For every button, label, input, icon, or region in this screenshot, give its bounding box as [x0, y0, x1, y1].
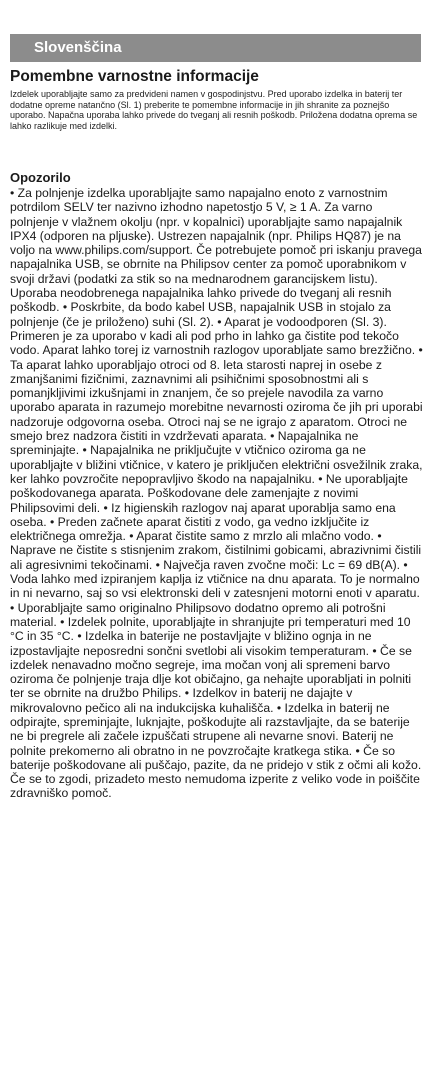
warning-heading: Opozorilo [10, 170, 71, 185]
warning-body: • Za polnjenje izdelka uporabljajte samo napajalno enoto z varnostnim potrdilom SELV ter nazivno izhodno napetostjo 5 V, ≥ 1 A. Za varno polnjenje v vlažnem okolju (npr. v kopalnici) uporabljajte samo napajalnik IPX4 (odporen na pljuske). Ustrezen napajalnik (npr. Philips HQ87) je na voljo na www.philips.com/support. Če potrebujete pomoč pri iskanju pravega napajalnika USB, se obrnite na Philipsov center za pomoč uporabnikom v svoji državi (podatki za stik so na mednarodnem garancijskem listu). Uporaba neodobrenega napajalnika lahko privede do tveganj ali resnih poškodb. • Poskrbite, da bodo kabel USB, napajalnik USB in stojalo za polnjenje (če je priloženo) suhi (Sl. 2). • Aparat je vodoodporen (Sl. 3). Primeren je za uporabo v kadi ali pod prho in lahko ga čistite pod tekočo vodo. Aparat lahko torej iz varnostnih razlogov uporabljate samo brezžično. • Ta aparat lahko uporabljajo otroci od 8. leta starosti naprej in osebe z zmanjšanimi fizičnimi, zaznavnimi ali psihičnimi sposobnostmi ali s pomanjkljivimi izkušnjami in znanjem, če so prejele navodila za varno uporabo aparata in razumejo morebitne nevarnosti oziroma če jih pri uporabi nadzoruje odgovorna oseba. Otroci naj se ne igrajo z aparatom. Otroci ne smejo brez nadzora čistiti in vzdrževati aparata. • Napajalnika ne spreminjajte. • Napajalnika ne priključujte v vtičnico oziroma ga ne uporabljajte v bližini vtičnice, v katero je priključen električni osvežilnik zraka, ker lahko povzročite nepopravljivo škodo na napajalniku. • Ne uporabljajte poškodovanega aparata. Poškodovane dele zamenjajte z novimi Philipsovimi deli. • Iz higienskih razlogov naj aparat uporablja samo ena oseba. • Preden začnete aparat čistiti z vodo, ga vedno izključite iz električnega omrežja. • Aparat čistite samo z mrzlo ali mlačno vodo. • Naprave ne čistite s stisnjenim zrakom, čistilnimi gobicami, abrazivnimi čistili ali agresivnimi tekočinami. • Največja raven zvočne moči: Lc = 69 dB(A). • Voda lahko med izpiranjem kaplja iz vtičnice na dnu aparata. To je normalno in ni nevarno, saj so vsi elektronski deli v zatesnjeni motorni enoti v aparatu. • Uporabljajte samo originalno Philipsovo dodatno opremo ali potrošni material. • Izdelek polnite, uporabljajte in shranjujte pri temperaturi med 10 °C in 35 °C. • Izdelka in baterije ne postavljajte v bližino ognja in ne izpostavljajte neposredni sončni svetlobi ali visokim temperaturam. • Če se izdelek nenavadno močno segreje, ima močan vonj ali spremeni barvo oziroma če polnjenje traja dlje kot običajno, ga nehajte uporabljati in polniti ter se obrnite na družbo Philips. • Izdelkov in baterij ne dajajte v mikrovalovno pečico ali na indukcijska kuhališča. • Izdelka in baterij ne odpirajte, spreminjajte, luknjajte, poškodujte ali razstavljajte, da se baterije ne bi pregrele ali začele izpuščati strupene ali nevarne snovi. Baterij ne polnite prekomerno ali obratno in ne povzročajte kratkega stika. • Če so baterije poškodovane ali puščajo, pazite, da ne pridejo v stik z očmi ali kožo. Če se to zgodi, prizadeto mesto nemudoma izperite z veliko vode in poiščite zdravniško pomoč. [10, 186, 423, 801]
page-title: Pomembne varnostne informacije [10, 68, 259, 85]
language-banner: Slovenščina [10, 34, 421, 62]
intro-paragraph: Izdelek uporabljajte samo za predvideni namen v gospodinjstvu. Pred uporabo izdelka in baterij ter dodatne opreme natančno (Sl. 1) preberite te pomembne informacije in jih shranite za poznejšo uporabo. Napačna uporaba lahko privede do tveganj ali resnih poškodb. Priložena dodatna oprema se lahko razlikuje med izdelki. [10, 89, 418, 131]
